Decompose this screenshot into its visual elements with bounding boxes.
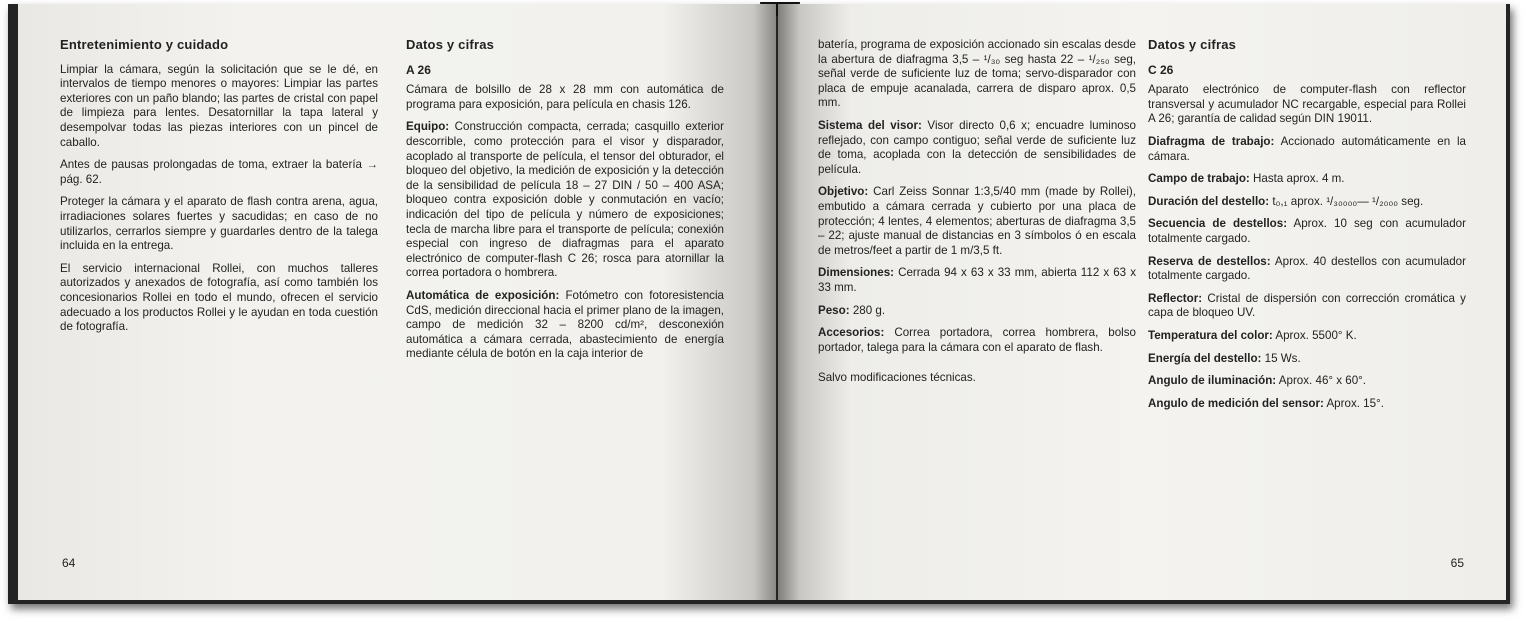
spec-energia <box>1148 352 1466 367</box>
spec-text: Aprox. 10 seg con acumulador totalmente cargado. <box>1148 217 1466 245</box>
spec-text: Cristal de dispersión con corrección cromática y capa de bloqueo UV. <box>1148 291 1466 320</box>
page-left <box>18 4 776 600</box>
maintenance-paragraph-3: Proteger la cámara y el aparato de flash contra arena, agua, irradiaciones solares fuertes y sacudidas; en caso de no utilizarlos, cerrarlos siempre y guardarles dentro de la talega incluida en la entrega. <box>60 195 378 253</box>
spec-label: Angulo de iluminación: <box>1148 374 1277 388</box>
spec-text: t₀,₁ aprox. ¹/₃₀₀₀₀— ¹/₂₀₀₀ seg. <box>1272 194 1424 208</box>
spec-text: Carl Zeiss Sonnar 1:3,5/40 mm (made by Rollei), embutido a cámara cerrada y cubierto por una placa de protección; 4 lentes, 4 elementos; aberturas de diafragma 3,5 – 22; ajuste manual de distancias en 3 símbolos ó en escala de metros/feet a partir de 1 m/3,5 ft. <box>818 185 1136 257</box>
spec-label: Secuencia de destellos: <box>1148 217 1288 231</box>
spec-label: Peso: <box>818 303 850 317</box>
spec-angulo-iluminacion <box>1148 374 1466 389</box>
spec-diafragma <box>1148 135 1466 164</box>
spec-label: Energía del destello: <box>1148 351 1262 365</box>
spec-duracion <box>1148 195 1466 210</box>
spec-temperatura <box>1148 329 1466 344</box>
spec-label: Temperatura del color: <box>1148 328 1273 342</box>
continuation-text: batería, programa de exposición accionado sin escalas desde la abertura de diafragma 3,5 – ¹/₃₀ seg hasta 22 – ¹/₂₅₀ seg, señal verde de suficiente luz de toma; servo-disparador con placa de empuje acanalada, carrera de disparo aprox. 0,5 mm. <box>818 38 1136 110</box>
spec-peso <box>818 304 1136 319</box>
specs-heading-a26: Datos y cifras <box>406 37 495 52</box>
spec-dimensiones <box>818 266 1136 295</box>
spec-text: Construcción compacta, cerrada; casquillo exterior descorrible, como protección para el visor y disparador, acoplado al transporte de película, el tensor del obturador, el bloqueo del objetivo, la medición de exposición y la detección de la sensibilidad de película 18 – 27 DIN / 50 – 400 ASA; bloqueo contra exposición doble y conmutación en vacío; indicación del tipo de película y número de exposiciones; tecla de marcha libre para el transporte de película; conexión especial con ingreso de diafragmas para el aparato electrónico de computer-flash C 26; rosca para atornillar la correa portadora o hombrera. <box>406 120 724 280</box>
specs-a26-column <box>406 38 724 370</box>
specs-c26-column <box>1148 38 1466 419</box>
maintenance-paragraph-4: El servicio internacional Rollei, con muchos talleres autorizados y anexados de fotografía, así como también los concesionarios Rollei en todo el mundo, ofrecen el servicio adecuado a los productos Rollei y le ayudan en toda cuestión de fotografía. <box>60 261 378 334</box>
spec-label: Sistema del visor: <box>818 118 922 132</box>
spec-objetivo <box>818 185 1136 258</box>
specs-continued-column <box>818 38 1136 394</box>
spec-text: Fotómetro con fotoresistencia CdS, medición direccional hacia el primer plano de la imagen, campo de medición 32 – 8200 cd/m², desconexión automática a cámara cerrada, abastecimiento de energía mediante célula de botón en la caja interior de <box>406 288 724 361</box>
spec-text: Hasta aprox. 4 m. <box>1253 172 1345 186</box>
spec-label: Equipo: <box>406 120 450 134</box>
spec-label: Accesorios: <box>818 326 885 340</box>
technical-changes-note: Salvo modificaciones técnicas. <box>818 371 976 385</box>
maintenance-paragraph-2: Antes de pausas prolongadas de toma, extraer la batería → pág. 62. <box>60 158 378 186</box>
spec-label: Duración del destello: <box>1148 194 1270 208</box>
maintenance-column <box>60 38 378 343</box>
spec-text: Cerrada 94 x 63 x 33 mm, abierta 112 x 63 x 33 mm. <box>818 266 1136 294</box>
spec-angulo-sensor <box>1148 397 1466 412</box>
spec-label: Campo de trabajo: <box>1148 172 1250 186</box>
spec-reserva <box>1148 255 1466 284</box>
specs-heading-c26: Datos y cifras <box>1148 37 1237 52</box>
spec-text: Aprox. 40 destellos con acumulador totalmente cargado. <box>1148 254 1466 283</box>
spec-label: Dimensiones: <box>818 266 895 280</box>
spec-text: 280 g. <box>852 303 886 317</box>
spec-label: Diafragma de trabajo: <box>1148 134 1275 148</box>
page-right <box>778 4 1506 600</box>
maintenance-heading: Entretenimiento y cuidado <box>60 37 229 52</box>
page-number-right: 65 <box>1450 556 1464 570</box>
spec-label: Reflector: <box>1148 291 1203 305</box>
spec-text: Aprox. 5500° K. <box>1275 328 1357 342</box>
spec-visor <box>818 119 1136 177</box>
spec-accesorios <box>818 326 1136 355</box>
spec-text: Visor directo 0,6 x; encuadre luminoso reflejado, con campo contiguo; señal verde de suficiente luz de toma, acoplada con la detección de sensibilidades de película. <box>818 118 1136 176</box>
spec-label: Angulo de medición del sensor: <box>1148 396 1324 410</box>
open-manual-spread <box>8 4 1510 604</box>
maintenance-paragraph-1: Limpiar la cámara, según la solicitación que se le dé, en intervalos de tiempo menores o mayores: Limpiar las partes exteriores con un paño blando; las partes de cristal con papel de limpieza para lentes. Desatornillar la tapa lateral y desempolvar todas las piezas interiores con un pincel de caballo. <box>60 62 378 149</box>
spec-label: Automática de exposición: <box>406 288 560 302</box>
c26-intro: Aparato electrónico de computer-flash con reflector transversal y acumulador NC recargable, especial para Rollei A 26; garantía de calidad según DIN 19011. <box>1148 83 1466 126</box>
spec-secuencia <box>1148 217 1466 246</box>
spec-text: 15 Ws. <box>1264 351 1301 365</box>
spec-reflector <box>1148 292 1466 321</box>
spec-label: Objetivo: <box>818 185 869 199</box>
spec-automatica <box>406 289 724 362</box>
a26-intro: Cámara de bolsillo de 28 x 28 mm con automática de programa para exposición, para película en chasis 126. <box>406 83 724 111</box>
model-a26: A 26 <box>406 62 431 77</box>
spec-campo <box>1148 172 1466 187</box>
spec-text: Aprox. 46° x 60°. <box>1278 374 1367 388</box>
page-number-left: 64 <box>62 556 76 570</box>
spec-equipo <box>406 120 724 281</box>
spec-text: Correa portadora, correa hombrera, bolso portador, talega para la cámara con el aparato de flash. <box>818 326 1136 354</box>
spec-label: Reserva de destellos: <box>1148 254 1271 268</box>
model-c26: C 26 <box>1148 62 1174 77</box>
spec-text: Aprox. 15°. <box>1326 396 1384 410</box>
spec-text: Accionado automáticamente en la cámara. <box>1148 134 1466 163</box>
